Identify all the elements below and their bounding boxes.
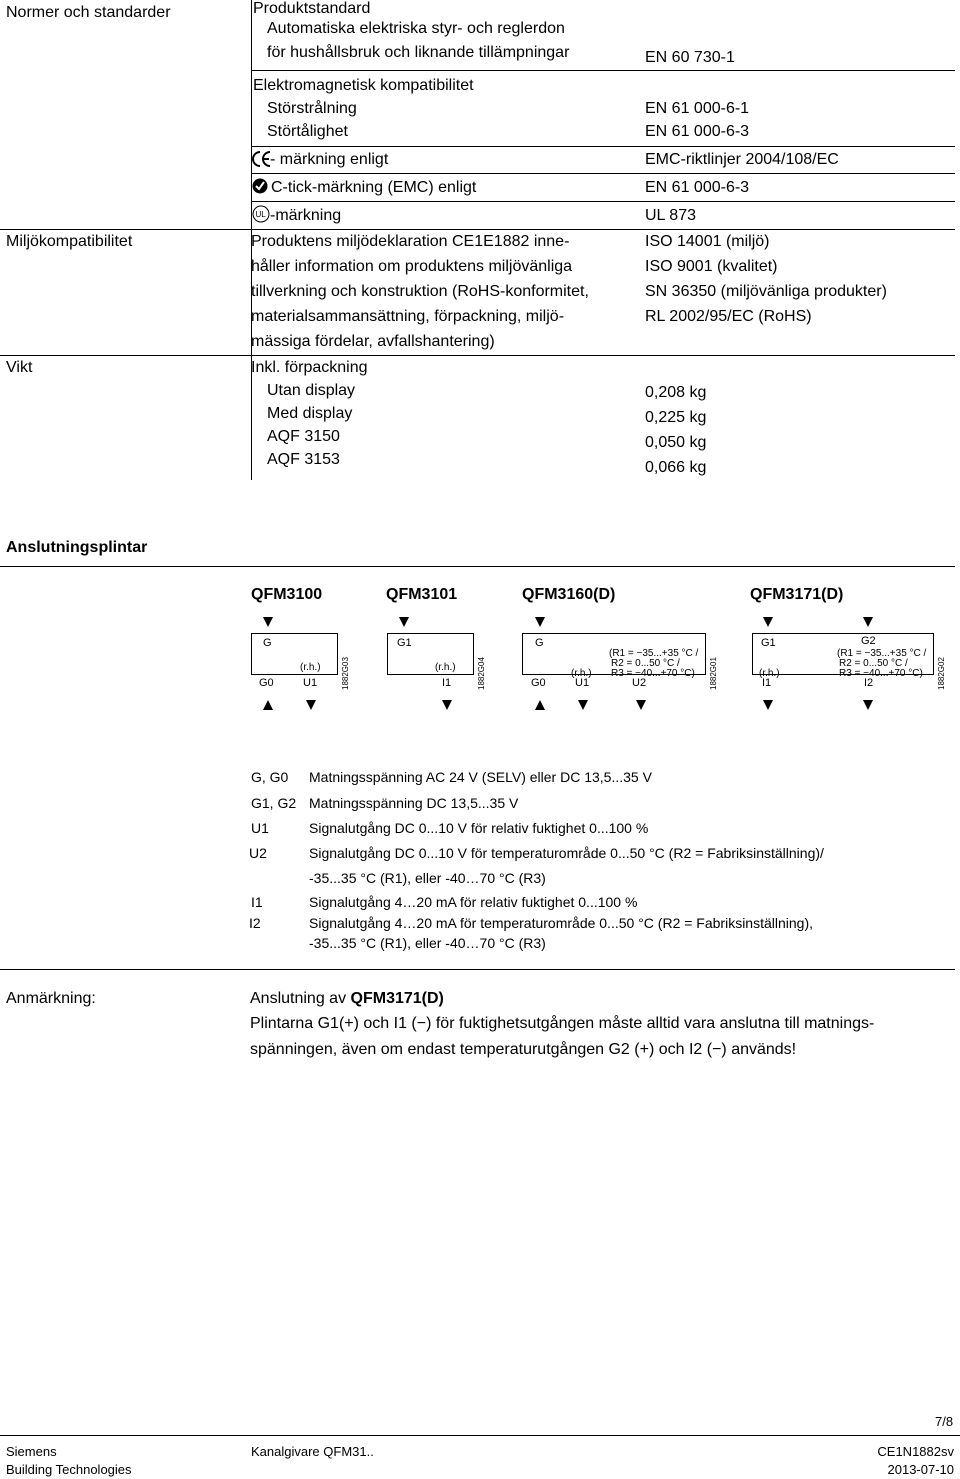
note-title-model: QFM3171(D) bbox=[350, 990, 444, 1007]
range-line-1: (R1 = −35...+35 °C / bbox=[609, 648, 699, 659]
legend-key: I1 bbox=[251, 894, 263, 910]
arrow-down-icon bbox=[636, 700, 646, 710]
ce-label: - märkning enligt bbox=[270, 151, 389, 168]
terminal-label: G1 bbox=[761, 637, 776, 649]
range-line-2: R2 = 0...50 °C / bbox=[611, 658, 680, 669]
note-line-1: Plintarna G1(+) och I1 (−) för fuktighetsutgången måste alltid vara anslutna till matnings- bbox=[250, 1015, 875, 1032]
terminal-label: G bbox=[263, 637, 272, 649]
emission-label: Störstrålning bbox=[267, 100, 357, 117]
ul-value: UL 873 bbox=[645, 207, 696, 224]
sidebar-miljo: Miljökompatibilitet bbox=[6, 233, 133, 250]
legend-key: I2 bbox=[249, 915, 261, 931]
weight-item-3: AQF 3150 bbox=[267, 428, 340, 445]
weight-value-4: 0,066 kg bbox=[645, 459, 707, 476]
terminal-label: I1 bbox=[442, 677, 452, 689]
env-value-4: RL 2002/95/EC (RoHS) bbox=[645, 308, 812, 325]
footer-docid: CE1N1882sv bbox=[877, 1444, 954, 1459]
arrow-down-icon bbox=[399, 617, 409, 627]
arrow-up-icon bbox=[535, 700, 545, 710]
range-line-2: R2 = 0...50 °C / bbox=[839, 658, 908, 669]
terminal-label: G1 bbox=[397, 637, 412, 649]
c-tick-icon bbox=[252, 178, 268, 194]
weight-item-4: AQF 3153 bbox=[267, 451, 340, 468]
weight-item-1: Utan display bbox=[267, 382, 356, 399]
footer-divider bbox=[0, 1435, 960, 1436]
ctick-value: EN 61 000-6-3 bbox=[645, 179, 750, 196]
weight-label: Inkl. förpackning bbox=[251, 359, 368, 376]
model-qfm3101: QFM3101 bbox=[386, 586, 458, 603]
terminal-rh-label: (r.h.) bbox=[759, 668, 780, 679]
ctick-label: C-tick-märkning (EMC) enligt bbox=[271, 179, 477, 196]
arrow-down-icon bbox=[863, 700, 873, 710]
legend-text: -35...35 °C (R1), eller -40…70 °C (R3) bbox=[309, 935, 546, 951]
weight-item-2: Med display bbox=[267, 405, 353, 422]
footer-date: 2013-07-10 bbox=[887, 1462, 954, 1477]
weight-value-1: 0,208 kg bbox=[645, 384, 707, 401]
ul-mark-icon bbox=[252, 205, 270, 223]
legend-key: U1 bbox=[251, 820, 269, 836]
model-qfm3160d: QFM3160(D) bbox=[522, 586, 616, 603]
diagram-code: 1882G04 bbox=[477, 657, 486, 690]
divider bbox=[251, 201, 955, 202]
terminal-label: U2 bbox=[632, 677, 647, 689]
range-line-3: R3 = −40...+70 °C) bbox=[839, 668, 923, 679]
legend-text: Signalutgång 4…20 mA för temperaturområde 0...50 °C (R2 = Fabriksinställning), bbox=[309, 915, 814, 931]
legend-text: Signalutgång DC 0...10 V för relativ fuktighet 0...100 % bbox=[309, 820, 649, 836]
model-qfm3171d: QFM3171(D) bbox=[750, 586, 844, 603]
terminal-rh-label: (r.h.) bbox=[571, 668, 592, 679]
sidebar-vikt: Vikt bbox=[6, 359, 33, 376]
ul-label: -märkning bbox=[270, 207, 342, 224]
sidebar-normer: Normer och standarder bbox=[6, 4, 171, 21]
immunity-label: Störtålighet bbox=[267, 123, 348, 140]
legend-text: -35...35 °C (R1), eller -40…70 °C (R3) bbox=[309, 870, 546, 886]
weight-value-3: 0,050 kg bbox=[645, 434, 707, 451]
divider bbox=[251, 70, 955, 71]
divider bbox=[0, 229, 955, 230]
produktstandard-line2: för hushållsbruk och liknande tillämpningar bbox=[267, 44, 570, 61]
terminal-rh-label: (r.h.) bbox=[435, 662, 456, 673]
arrow-down-icon bbox=[535, 617, 545, 627]
legend-key: U2 bbox=[249, 845, 267, 861]
note-divider bbox=[0, 969, 955, 970]
diagram-code: 1882G03 bbox=[341, 657, 350, 690]
divider bbox=[251, 173, 955, 174]
emission-value: EN 61 000-6-1 bbox=[645, 100, 750, 117]
terminal-label: G0 bbox=[259, 677, 274, 689]
env-value-3: SN 36350 (miljövänliga produkter) bbox=[645, 283, 887, 300]
arrow-down-icon bbox=[442, 700, 452, 710]
env-line-5: mässiga fördelar, avfallshantering) bbox=[251, 333, 495, 350]
svg-text:UL: UL bbox=[255, 210, 266, 219]
arrow-down-icon bbox=[863, 617, 873, 627]
env-value-2: ISO 9001 (kvalitet) bbox=[645, 258, 778, 275]
footer-product: Kanalgivare QFM31.. bbox=[251, 1444, 374, 1459]
ce-mark-icon bbox=[252, 150, 272, 168]
terminal-label: I1 bbox=[762, 677, 772, 689]
arrow-down-icon bbox=[763, 617, 773, 627]
weight-value-2: 0,225 kg bbox=[645, 409, 707, 426]
diagram-code: 1882G01 bbox=[709, 657, 718, 690]
env-line-4: materialsammansättning, förpackning, miljö- bbox=[251, 308, 565, 325]
range-line-1: (R1 = −35...+35 °C / bbox=[837, 648, 927, 659]
legend-text: Matningsspänning AC 24 V (SELV) eller DC 13,5...35 V bbox=[309, 769, 652, 785]
produktstandard-heading: Produktstandard bbox=[253, 0, 371, 17]
env-line-1: Produktens miljödeklaration CE1E1882 inne- bbox=[251, 233, 570, 250]
footer-division: Building Technologies bbox=[6, 1462, 132, 1477]
terminal-label: I2 bbox=[864, 677, 874, 689]
footer-company: Siemens bbox=[6, 1444, 57, 1459]
page-number: 7/8 bbox=[935, 1414, 954, 1429]
arrow-down-icon bbox=[578, 700, 588, 710]
arrow-down-icon bbox=[306, 700, 316, 710]
note-line-2: spänningen, även om endast temperaturutgången G2 (+) och I2 (−) används! bbox=[250, 1041, 797, 1058]
legend-key: G, G0 bbox=[251, 769, 289, 785]
note-title bbox=[250, 990, 444, 1008]
produktstandard-value: EN 60 730-1 bbox=[645, 49, 735, 66]
divider bbox=[0, 355, 955, 356]
note-title-prefix: Anslutning av bbox=[250, 990, 351, 1007]
produktstandard-line1: Automatiska elektriska styr- och reglerdon bbox=[267, 20, 565, 37]
legend-text: Matningsspänning DC 13,5...35 V bbox=[309, 795, 519, 811]
immunity-value: EN 61 000-6-3 bbox=[645, 123, 750, 140]
diagram-code: 1882G02 bbox=[937, 657, 946, 690]
range-line-3: R3 = −40...+70 °C) bbox=[611, 668, 695, 679]
note-label: Anmärkning: bbox=[6, 990, 96, 1007]
section-divider bbox=[0, 566, 955, 567]
env-value-1: ISO 14001 (miljö) bbox=[645, 233, 770, 250]
arrow-down-icon bbox=[263, 617, 273, 627]
model-qfm3100: QFM3100 bbox=[251, 586, 323, 603]
emc-heading: Elektromagnetisk kompatibilitet bbox=[253, 77, 474, 94]
env-line-3: tillverkning och konstruktion (RoHS-konformitet, bbox=[251, 283, 589, 300]
terminal-label: G2 bbox=[861, 635, 876, 647]
section-title: Anslutningsplintar bbox=[6, 539, 148, 556]
terminal-label: G bbox=[535, 637, 544, 649]
ce-value: EMC-riktlinjer 2004/108/EC bbox=[645, 151, 839, 168]
legend-text: Signalutgång DC 0...10 V för temperaturområde 0...50 °C (R2 = Fabriksinställning)/ bbox=[309, 845, 824, 861]
env-line-2: håller information om produktens miljövänliga bbox=[251, 258, 573, 275]
legend-key: G1, G2 bbox=[251, 795, 297, 811]
terminal-label: U1 bbox=[303, 677, 318, 689]
terminal-rh-label: (r.h.) bbox=[300, 662, 321, 673]
legend-text: Signalutgång 4…20 mA för relativ fuktighet 0...100 % bbox=[309, 894, 638, 910]
divider bbox=[251, 146, 955, 147]
arrow-down-icon bbox=[763, 700, 773, 710]
arrow-up-icon bbox=[263, 700, 273, 710]
terminal-label: U1 bbox=[575, 677, 590, 689]
terminal-label: G0 bbox=[531, 677, 546, 689]
